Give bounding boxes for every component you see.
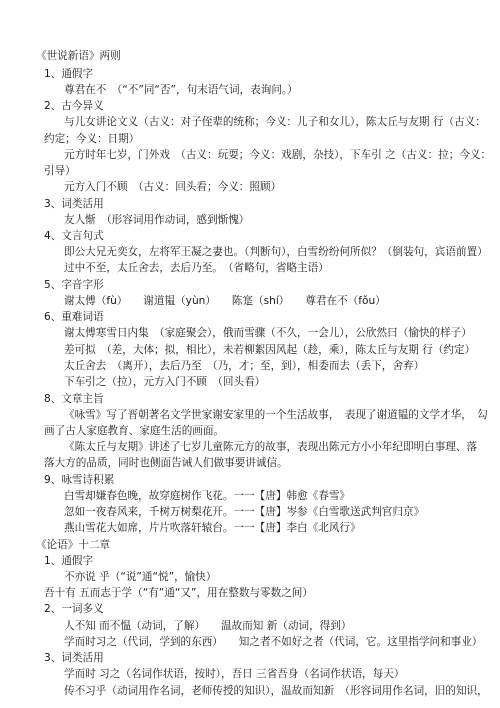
text-line: 谢太傅（fù） 谢道韫（yùn） 陈寔（shí） 尊君在不（fǒu） <box>64 295 386 307</box>
text-line: 下车引之（拉），元方入门不顾 （回头看） <box>64 376 266 388</box>
section-heading: 2、一词多义 <box>44 603 104 615</box>
section-heading: 4、文言句式 <box>44 230 104 242</box>
text-line: 尊君在不 （“不”同“否”，句末语气词，表询问。） <box>64 84 298 96</box>
section-heading: 3、词类活用 <box>44 652 104 664</box>
poem-line: 白雪却嫌春色晚，故穿庭树作飞花。一一【唐】韩愈《春雪》 <box>64 490 351 502</box>
text-line: 引导） <box>44 165 76 177</box>
text-line: 差可拟 （差，大体；拟，相比），未若柳絮因风起（趁，乘），陈太丘与友期 行（约定） <box>64 344 476 356</box>
heading-lunyu: 《论语》十二章 <box>36 539 111 551</box>
text-line: 传不习乎（动词用作名词，老师传授的知识），温故而知新 （形容词用作名词，旧的知识， <box>64 685 488 697</box>
section-heading: 2、古今异义 <box>44 100 104 112</box>
text-line: 画了古人家庭教育、家庭生活的画面。 <box>44 425 225 437</box>
text-line: 落大方的品质，同时也侧面告诫人们做事要讲诚信。 <box>44 457 288 469</box>
poem-line: 忽如一夜春风来，千树万树梨花开。一一【唐】岑参《白雪歌送武判官归京》 <box>64 506 425 518</box>
section-heading: 1、通假字 <box>44 68 94 80</box>
section-heading: 9、咏雪诗积累 <box>44 474 115 486</box>
text-line: 元方时年七岁，门外戏 （古义：玩耍；今义：戏剧，杂技），下车引 之（古义：拉；今义： <box>64 149 492 161</box>
text-line: 谢太傅寒雪日内集 （家庭聚会），俄而雪骤（不久，一会儿），公欣然曰（愉快的样子） <box>64 327 472 339</box>
text-line: 吾十有 五而志于学（“有”通“又”，用在整数与零数之间） <box>44 587 313 599</box>
text-line: 《咏雪》写了晋朝著名文学世家谢安家里的一个生活故事， 表现了谢道韫的文学才华， 勾 <box>64 409 488 421</box>
text-line: 人不知 而不愠（动词，了解） 温故而知 新（动词，得到） <box>64 620 352 632</box>
heading-shishuoxinyu: 《世说新语》两则 <box>36 50 121 62</box>
section-heading: 3、词类活用 <box>44 198 104 210</box>
text-line: 《陈太丘与友期》讲述了七岁儿童陈元方的故事，表现出陈元方小小年纪即明白事理、落 <box>64 441 478 453</box>
section-heading: 5、字音字形 <box>44 279 104 291</box>
section-heading: 6、重难词语 <box>44 311 104 323</box>
text-line: 友人惭 （形容词用作动词，感到惭愧） <box>64 214 250 226</box>
text-line: 即公大兄无奕女，左将军王凝之妻也。（判断句），白雪纷纷何所似？（倒装句，宾语前置） <box>64 246 488 258</box>
text-line: 过中不至，太丘舍去，去后乃至。 （省略句，省略主语） <box>64 262 329 274</box>
text-line: 元方入门不顾 （古义：回头看；今义：照顾） <box>64 181 282 193</box>
text-line: 学而时习之（代词，学到的东西） 知之者不如好之者（代词，它。这里指学问和事业） <box>64 636 483 648</box>
text-line: 约定；今义：日期） <box>44 133 140 145</box>
section-heading: 1、通假字 <box>44 555 94 567</box>
text-line: 学而时 习之（名词作状语，按时），吾日 三省吾身（名词作状语，每天） <box>64 668 405 680</box>
text-line: 与儿女讲论文义（古义：对子侄辈的统称；今义：儿子和女儿），陈太丘与友期 行（古义： <box>64 116 486 128</box>
text-line: 不亦说 乎（“说”通“悦”，愉快） <box>64 571 217 583</box>
poem-line: 燕山雪花大如席，片片吹落轩辕台。一一【唐】李白《北风行》 <box>64 522 361 534</box>
section-heading: 8、文章主旨 <box>44 393 104 405</box>
text-line: 太丘舍去 （离开），去后乃至 （乃，才；至，到），相委而去（丢下，舍弃） <box>64 360 425 372</box>
